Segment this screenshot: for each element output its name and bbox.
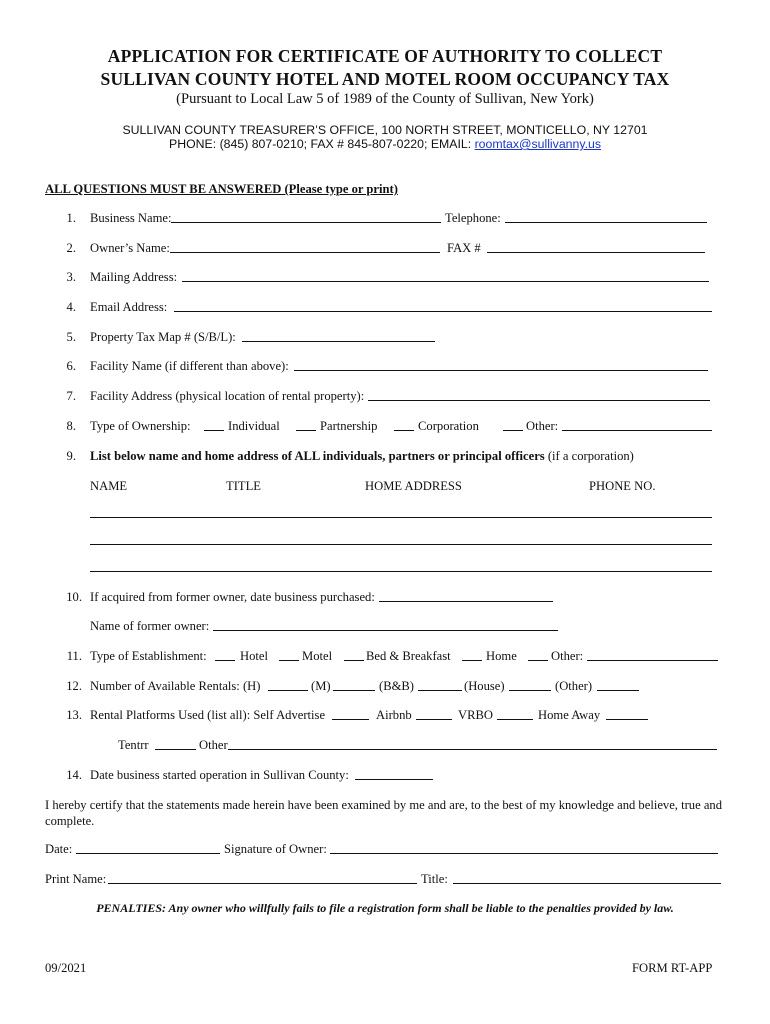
q14-start-date-label: Date business started operation in Sullivan County:	[90, 768, 349, 782]
q2-owner-name-label: Owner’s Name:	[90, 241, 170, 255]
business-name-field[interactable]	[171, 222, 441, 223]
rentals-motel-label: (M)	[311, 679, 331, 693]
q7-number: 7.	[66, 389, 76, 403]
q9-label-rest: (if a corporation)	[547, 449, 634, 463]
ownership-other-checkbox[interactable]	[503, 430, 523, 431]
q2-fax-label: FAX #	[447, 241, 481, 255]
penalties-notice: PENALTIES: Any owner who willfully fails to file a registration form shall be liable to the penalties provided by law.	[96, 901, 674, 915]
rentals-other-label: (Other)	[555, 679, 593, 693]
email-link[interactable]: roomtax@sullivanny.us	[474, 137, 601, 151]
form-title-line1: APPLICATION FOR CERTIFICATE OF AUTHORITY TO COLLECT	[107, 46, 663, 66]
establishment-other-checkbox[interactable]	[528, 660, 548, 661]
signature-label: Signature of Owner:	[224, 842, 327, 856]
ownership-other-label: Other:	[526, 419, 559, 433]
footer-form-id: FORM RT-APP	[632, 961, 713, 975]
platform-homeaway-field[interactable]	[606, 719, 648, 720]
platform-tentrr-label: Tentrr	[118, 738, 149, 752]
ownership-individual-checkbox[interactable]	[204, 430, 224, 431]
rentals-hotel-field[interactable]	[268, 690, 308, 691]
establishment-home-checkbox[interactable]	[462, 660, 482, 661]
q4-email-label: Email Address:	[90, 300, 168, 314]
q4-number: 4.	[66, 300, 76, 314]
platform-tentrr-field[interactable]	[155, 749, 196, 750]
q9-number: 9.	[66, 449, 76, 463]
start-date-field[interactable]	[355, 779, 433, 780]
q5-tax-map-label: Property Tax Map # (S/B/L):	[90, 330, 236, 344]
officer-row-line[interactable]	[90, 544, 712, 545]
q10-date-purchased-label: If acquired from former owner, date business purchased:	[90, 590, 375, 604]
q9-label-bold: List below name and home address of ALL individuals, partners or principal officers	[90, 449, 545, 463]
q10-number: 10.	[66, 590, 82, 604]
mailing-address-field[interactable]	[182, 281, 709, 282]
establishment-motel-checkbox[interactable]	[279, 660, 299, 661]
q1-telephone-label: Telephone:	[445, 211, 501, 225]
q13-platforms-label: Rental Platforms Used (list all): Self Advertise	[90, 708, 326, 722]
col-name-header: NAME	[90, 479, 128, 493]
tax-map-field[interactable]	[242, 341, 435, 342]
platform-other-label: Other	[199, 738, 228, 752]
q6-number: 6.	[66, 359, 76, 373]
establishment-hotel-checkbox[interactable]	[215, 660, 235, 661]
office-address: SULLIVAN COUNTY TREASURER’S OFFICE, 100 NORTH STREET, MONTICELLO, NY 12701	[122, 123, 648, 137]
establishment-other-field[interactable]	[587, 660, 718, 661]
ownership-corporation-checkbox[interactable]	[394, 430, 414, 431]
owner-name-field[interactable]	[170, 252, 440, 253]
print-name-label: Print Name:	[45, 872, 107, 886]
q3-mailing-address-label: Mailing Address:	[90, 270, 178, 284]
col-phone-header: PHONE NO.	[589, 479, 656, 493]
rentals-motel-field[interactable]	[333, 690, 375, 691]
q2-number: 2.	[66, 241, 76, 255]
q11-number: 11.	[66, 649, 82, 663]
rentals-house-field[interactable]	[509, 690, 551, 691]
contact-prefix: PHONE: (845) 807-0210; FAX # 845-807-0220; EMAIL:	[169, 137, 472, 151]
ownership-individual-label: Individual	[228, 419, 280, 433]
date-field[interactable]	[76, 853, 220, 854]
establishment-bnb-checkbox[interactable]	[344, 660, 364, 661]
ownership-partnership-label: Partnership	[320, 419, 378, 433]
ownership-partnership-checkbox[interactable]	[296, 430, 316, 431]
q9-label	[90, 449, 634, 464]
q8-ownership-label: Type of Ownership:	[90, 419, 191, 433]
facility-address-field[interactable]	[368, 400, 710, 401]
establishment-motel-label: Motel	[302, 649, 333, 663]
ownership-corporation-label: Corporation	[418, 419, 479, 433]
q7-facility-address-label: Facility Address (physical location of rental property):	[90, 389, 365, 403]
platform-airbnb-field[interactable]	[416, 719, 452, 720]
form-title-line2: SULLIVAN COUNTY HOTEL AND MOTEL ROOM OCCUPANCY TAX	[100, 69, 670, 89]
q11-establishment-label: Type of Establishment:	[90, 649, 207, 663]
rentals-bnb-label: (B&B)	[379, 679, 414, 693]
rentals-other-field[interactable]	[597, 690, 639, 691]
q13-number: 13.	[66, 708, 82, 722]
platform-airbnb-label: Airbnb	[376, 708, 412, 722]
platform-homeaway-label: Home Away	[538, 708, 601, 722]
q1-business-name-label: Business Name:	[90, 211, 172, 225]
platform-vrbo-label: VRBO	[458, 708, 493, 722]
platform-self-field[interactable]	[332, 719, 369, 720]
establishment-other-label: Other:	[551, 649, 584, 663]
establishment-bnb-label: Bed & Breakfast	[366, 649, 451, 663]
q14-number: 14.	[66, 768, 82, 782]
fax-field[interactable]	[487, 252, 705, 253]
rentals-bnb-field[interactable]	[418, 690, 462, 691]
former-owner-field[interactable]	[213, 630, 558, 631]
q12-rentals-label: Number of Available Rentals: (H)	[90, 679, 261, 693]
q3-number: 3.	[66, 270, 76, 284]
rentals-house-label: (House)	[464, 679, 505, 693]
col-title-header: TITLE	[226, 479, 261, 493]
form-subtitle: (Pursuant to Local Law 5 of 1989 of the County of Sullivan, New York)	[176, 91, 594, 107]
telephone-field[interactable]	[505, 222, 707, 223]
instructions: ALL QUESTIONS MUST BE ANSWERED (Please type or print)	[45, 182, 398, 196]
date-label: Date:	[45, 842, 73, 856]
q5-number: 5.	[66, 330, 76, 344]
establishment-home-label: Home	[486, 649, 517, 663]
q6-facility-name-label: Facility Name (if different than above):	[90, 359, 289, 373]
q10-former-owner-label: Name of former owner:	[90, 619, 210, 633]
establishment-hotel-label: Hotel	[240, 649, 268, 663]
email-address-field[interactable]	[174, 311, 712, 312]
platform-other-field[interactable]	[228, 749, 717, 750]
contact-line	[0, 137, 770, 151]
date-purchased-field[interactable]	[379, 601, 553, 602]
platform-vrbo-field[interactable]	[497, 719, 533, 720]
q8-number: 8.	[66, 419, 76, 433]
ownership-other-field[interactable]	[562, 430, 712, 431]
signature-field[interactable]	[330, 853, 718, 854]
title-label: Title:	[421, 872, 448, 886]
print-name-field[interactable]	[108, 883, 417, 884]
title-field[interactable]	[453, 883, 721, 884]
q12-number: 12.	[66, 679, 82, 693]
col-address-header: HOME ADDRESS	[365, 479, 462, 493]
q1-number: 1.	[66, 211, 76, 225]
certification-statement: I hereby certify that the statements made herein have been examined by me and are, to the best of my knowledge and believe, true and complete.	[45, 798, 723, 828]
officer-row-line[interactable]	[90, 517, 712, 518]
footer-revision-date: 09/2021	[45, 961, 87, 975]
officer-row-line[interactable]	[90, 571, 712, 572]
facility-name-field[interactable]	[294, 370, 708, 371]
